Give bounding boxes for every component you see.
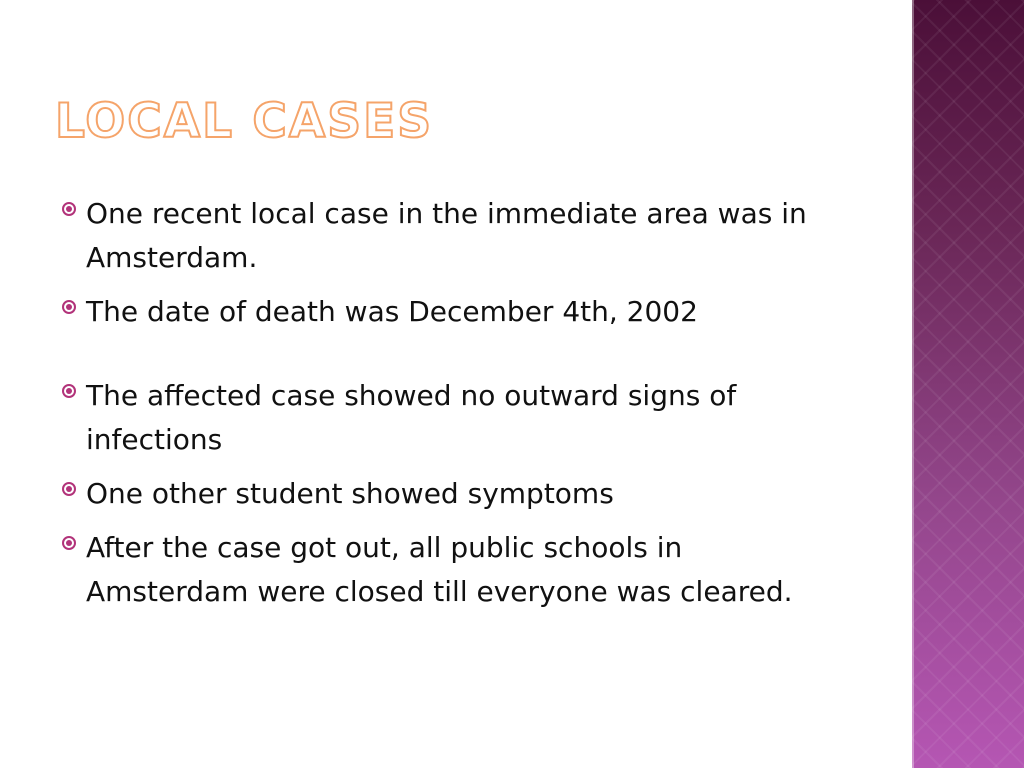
bullet-item	[62, 374, 862, 462]
bullet-text: One recent local case in the immediate area was in Amsterdam.	[86, 197, 807, 274]
bullet-text: After the case got out, all public schools in Amsterdam were closed till everyone was cleared.	[86, 531, 793, 608]
bullet-text: One other student showed symptoms	[86, 477, 614, 510]
bullet-item	[62, 290, 862, 334]
circle-dot-icon	[62, 300, 76, 314]
slide-title: LOCAL CASES	[55, 94, 434, 149]
bullet-item	[62, 472, 862, 516]
circle-dot-icon	[62, 536, 76, 550]
bullet-text: The affected case showed no outward signs of infections	[86, 379, 737, 456]
bullet-item	[62, 526, 862, 614]
bullet-item	[62, 192, 862, 280]
circle-dot-icon	[62, 384, 76, 398]
circle-dot-icon	[62, 482, 76, 496]
bullet-list	[62, 192, 862, 624]
bullet-text: The date of death was December 4th, 2002	[86, 295, 698, 328]
decorative-side-band	[912, 0, 1024, 768]
circle-dot-icon	[62, 202, 76, 216]
